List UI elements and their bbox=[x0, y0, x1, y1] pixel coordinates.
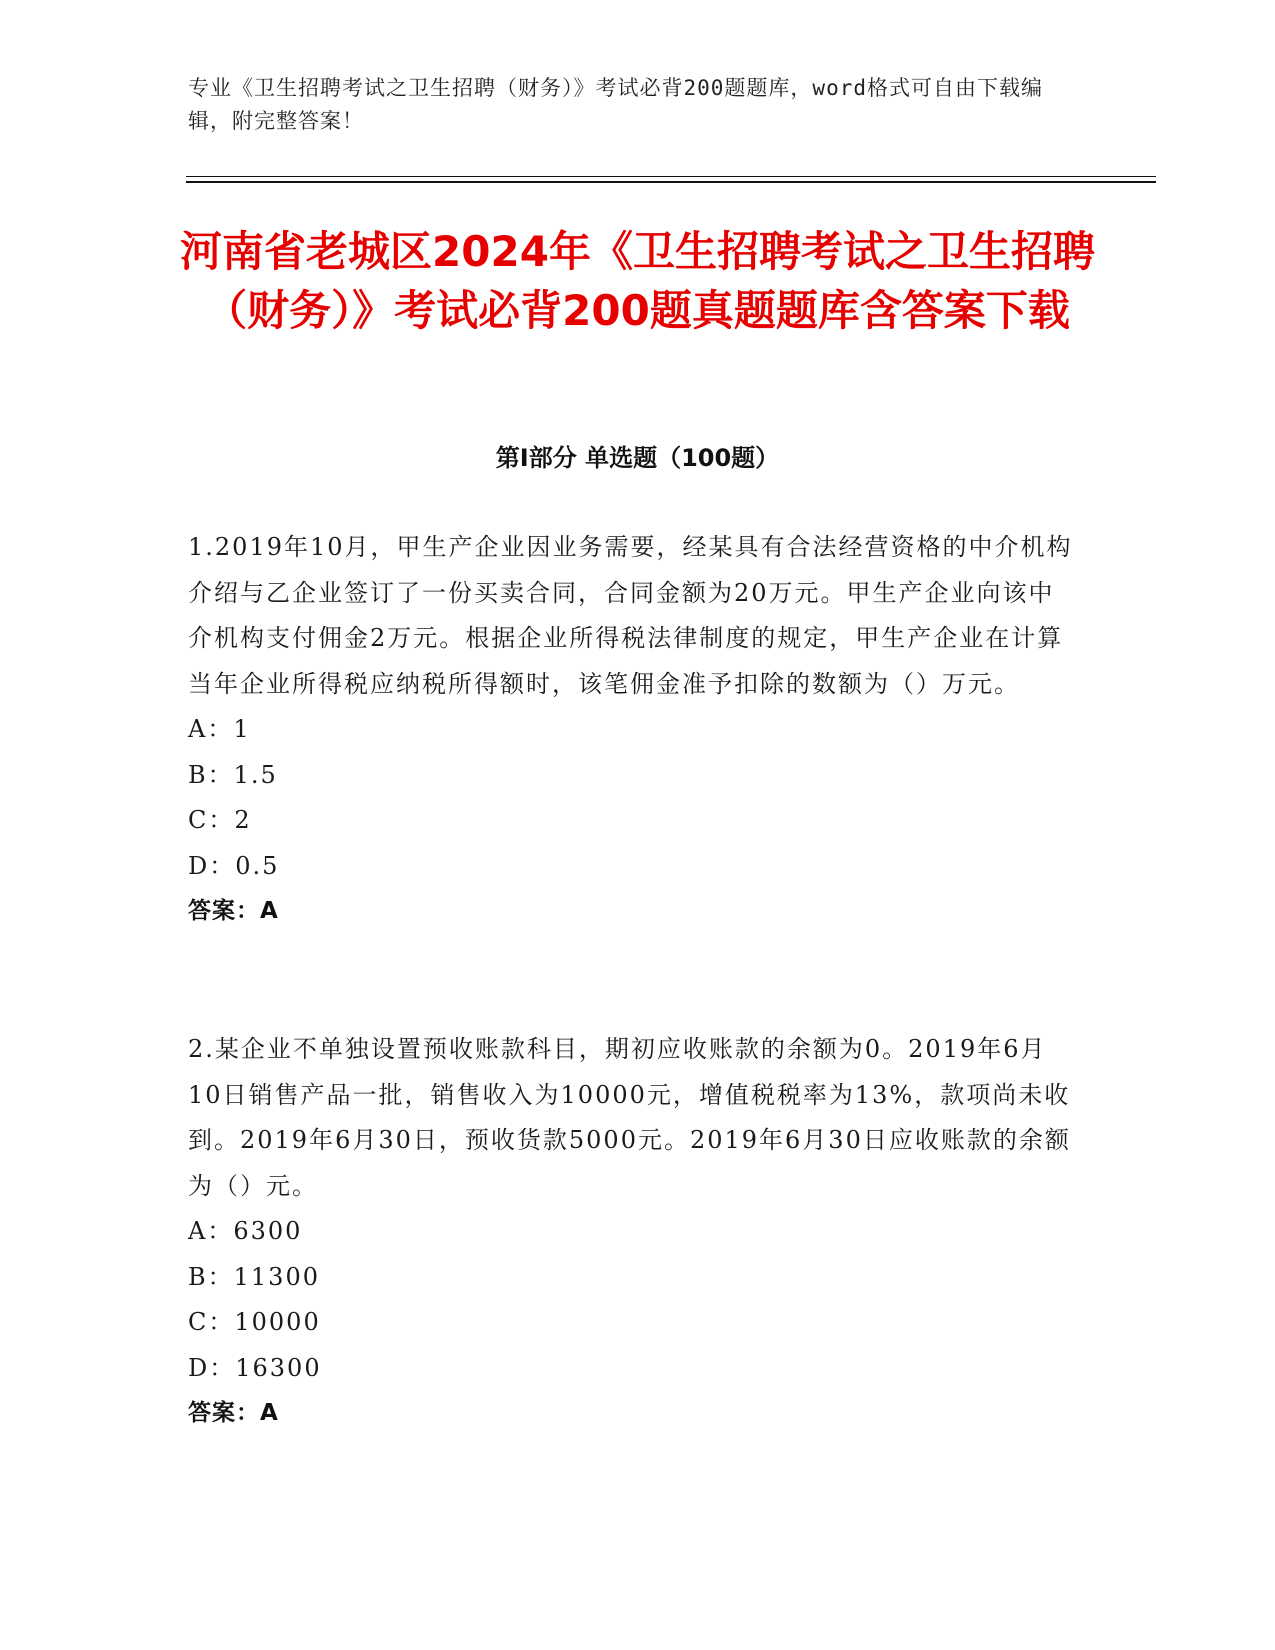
option-d bbox=[188, 844, 1078, 890]
option-b bbox=[188, 1255, 1078, 1301]
option-key: B： bbox=[188, 760, 234, 789]
option-b bbox=[188, 753, 1078, 799]
option-value: 0.5 bbox=[235, 851, 280, 880]
section-heading: 第I部分 单选题（100题） bbox=[495, 444, 780, 472]
option-a bbox=[188, 707, 1078, 753]
question-stem: 2.某企业不单独设置预收账款科目，期初应收账款的余额为0。2019年6月10日销售产品一批，销售收入为10000元，增值税税率为13%，款项尚未收到。2019年6月30日，预收货款5000元。2019年6月30日应收账款的余额为（）元。 bbox=[188, 1035, 1071, 1200]
option-value: 16300 bbox=[235, 1353, 322, 1382]
header-note: 专业《卫生招聘考试之卫生招聘（财务）》考试必背200题题库，word格式可自由下载编辑，附完整答案！ bbox=[188, 76, 1043, 133]
option-value: 1 bbox=[233, 715, 251, 743]
option-key: A： bbox=[188, 1217, 234, 1245]
option-value: 1.5 bbox=[233, 760, 278, 789]
option-key: B： bbox=[188, 1262, 234, 1291]
answer-line: 答案：A bbox=[188, 898, 279, 924]
option-key: D： bbox=[188, 1353, 236, 1382]
option-value: 11300 bbox=[233, 1262, 320, 1291]
header-divider-thin bbox=[186, 176, 1156, 177]
question-2 bbox=[188, 1027, 1078, 1437]
option-key: C： bbox=[188, 806, 235, 834]
option-value: 2 bbox=[234, 806, 252, 834]
option-c bbox=[188, 1300, 1078, 1346]
option-value: 10000 bbox=[234, 1308, 321, 1336]
header-divider-thick bbox=[186, 181, 1156, 183]
option-c bbox=[188, 798, 1078, 844]
option-key: D： bbox=[188, 851, 236, 880]
option-d bbox=[188, 1346, 1078, 1392]
option-value: 6300 bbox=[233, 1217, 303, 1245]
option-key: A： bbox=[188, 715, 234, 743]
document-title: 河南省老城区2024年《卫生招聘考试之卫生招聘（财务）》考试必背200题真题题库含答案下载 bbox=[180, 227, 1095, 335]
question-stem: 1.2019年10月，甲生产企业因业务需要，经某具有合法经营资格的中介机构介绍与乙企业签订了一份买卖合同，合同金额为20万元。甲生产企业向该中介机构支付佣金2万元。根据企业所得税法律制度的规定，甲生产企业在计算当年企业所得税应纳税所得额时，该笔佣金准予扣除的数额为（）万元。 bbox=[188, 533, 1073, 698]
question-1 bbox=[188, 525, 1078, 935]
option-key: C： bbox=[188, 1308, 235, 1336]
answer-line: 答案：A bbox=[188, 1400, 279, 1426]
option-a bbox=[188, 1209, 1078, 1255]
